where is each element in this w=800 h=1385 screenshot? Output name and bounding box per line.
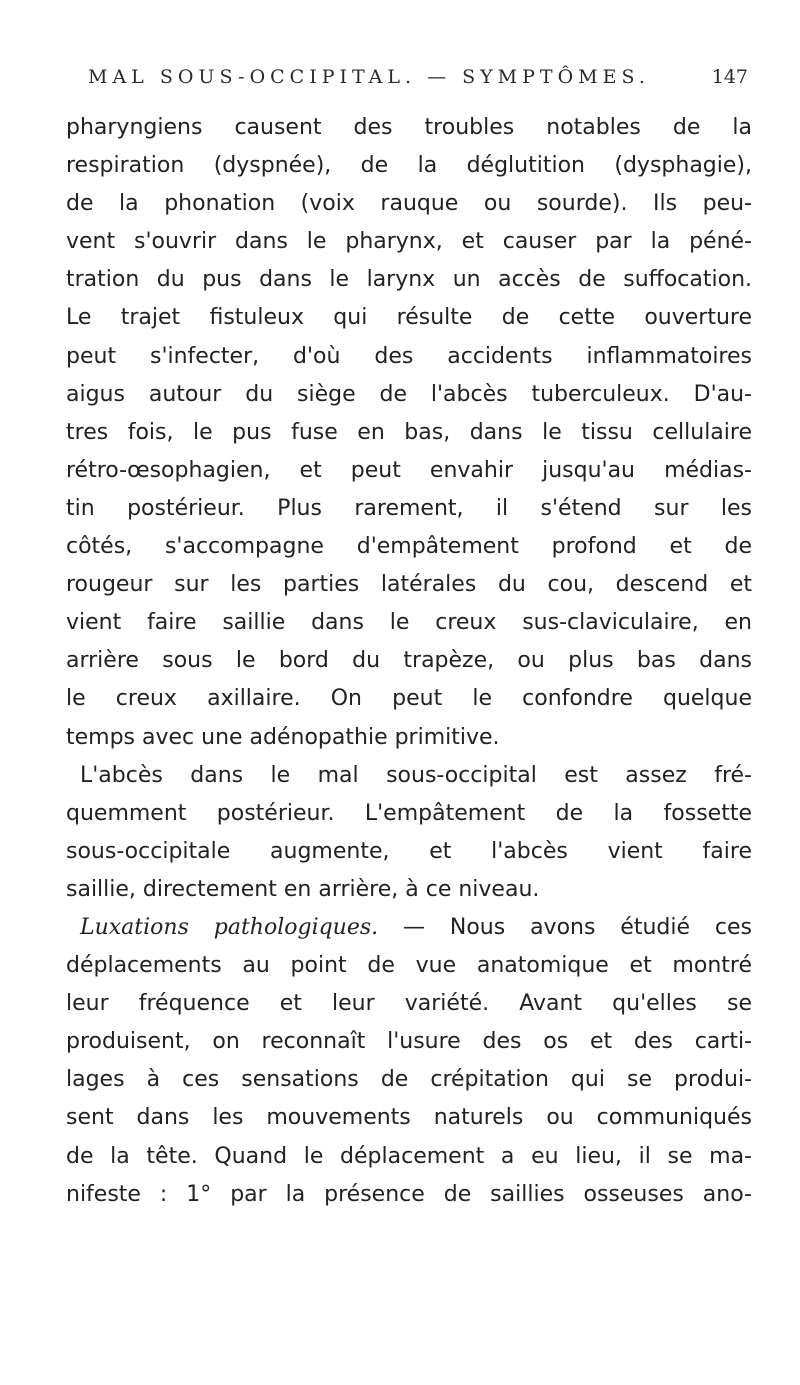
text-line: — Nous avons étudié ces <box>403 914 752 940</box>
text-line: sous-occipitale augmente, et l'abcès vient faire <box>66 838 752 864</box>
page-number: 147 <box>711 66 748 88</box>
text-line: lages à ces sensations de crépitation qui se produi- <box>66 1067 752 1093</box>
text-line: produisent, on reconnaît l'usure des os et des carti- <box>66 1029 752 1055</box>
text-line: côtés, s'accompagne d'empâtement profond et de <box>66 534 752 560</box>
text-line: tin postérieur. Plus rarement, il s'étend sur les <box>66 495 752 521</box>
text-line: saillie, directement en arrière, à ce niveau. <box>66 876 540 902</box>
text-line: respiration (dyspnée), de la déglutition (dysphagie), <box>66 153 752 179</box>
text-line: tration du pus dans le larynx un accès de suffocation. <box>66 267 752 293</box>
text-line: L'abcès dans le mal sous-occipital est assez fré- <box>80 762 752 788</box>
text-line: rétro-œsophagien, et peut envahir jusqu'au médias- <box>66 457 752 483</box>
text-line: arrière sous le bord du trapèze, ou plus bas dans <box>66 648 752 674</box>
text-line: déplacements au point de vue anatomique et montré <box>66 953 752 979</box>
running-head-title: MAL SOUS-OCCIPITAL. — SYMPTÔMES. <box>88 66 650 88</box>
text-line: vient faire saillie dans le creux sus-claviculaire, en <box>66 610 752 636</box>
text-line: de la phonation (voix rauque ou sourde). Ils peu- <box>66 191 752 217</box>
text-line: peut s'infecter, d'où des accidents inflammatoires <box>66 343 752 369</box>
text-line: Le trajet fistuleux qui résulte de cette ouverture <box>66 305 752 331</box>
text-line: nifeste : 1° par la présence de saillies osseuses ano- <box>66 1181 752 1207</box>
section-heading: Luxations pathologiques. <box>80 914 379 940</box>
text-line: sent dans les mouvements naturels ou communiqués <box>66 1105 752 1131</box>
text-line: leur fréquence et leur variété. Avant qu'elles se <box>66 991 752 1017</box>
section-heading-line <box>66 909 752 947</box>
body-text <box>66 109 752 1214</box>
text-line: tres fois, le pus fuse en bas, dans le tissu cellulaire <box>66 419 752 445</box>
text-line: rougeur sur les parties latérales du cou, descend et <box>66 572 752 598</box>
text-line: vent s'ouvrir dans le pharynx, et causer par la péné- <box>66 229 752 255</box>
text-line: aigus autour du siège de l'abcès tuberculeux. D'au- <box>66 381 752 407</box>
text-line: le creux axillaire. On peut le confondre quelque <box>66 686 752 712</box>
text-line: temps avec une adénopathie primitive. <box>66 724 500 750</box>
text-line: quemment postérieur. L'empâtement de la fossette <box>66 800 752 826</box>
running-header <box>88 66 748 96</box>
text-line: de la tête. Quand le déplacement a eu lieu, il se ma- <box>66 1143 752 1169</box>
text-line: pharyngiens causent des troubles notables de la <box>66 115 752 140</box>
